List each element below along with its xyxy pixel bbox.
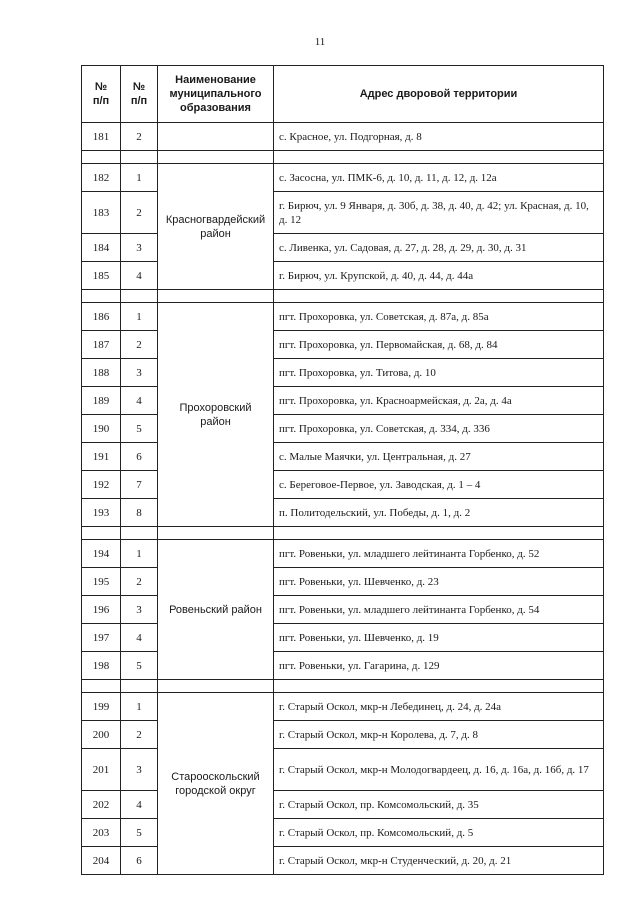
row-sub-number: 2 <box>121 568 158 596</box>
header-municipality: Наименование муниципального образования <box>158 66 274 123</box>
row-sub-number: 5 <box>121 819 158 847</box>
row-sub-number: 2 <box>121 123 158 151</box>
row-number: 184 <box>82 234 121 262</box>
address-cell: г. Старый Оскол, мкр-н Лебединец, д. 24, д. 24а <box>274 693 604 721</box>
header-sub <box>121 66 158 123</box>
row-sub-number: 3 <box>121 359 158 387</box>
municipality-cell: Старооскольский городской округ <box>158 693 274 875</box>
table-row <box>82 164 604 192</box>
row-sub-number: 1 <box>121 540 158 568</box>
address-cell: г. Бирюч, ул. Крупской, д. 40, д. 44, д. 44а <box>274 262 604 290</box>
address-cell: г. Старый Оскол, мкр-н Молодогвардеец, д. 16, д. 16а, д. 16б, д. 17 <box>274 749 604 791</box>
table-row <box>82 123 604 151</box>
address-cell: г. Бирюч, ул. 9 Января, д. 30б, д. 38, д. 40, д. 42; ул. Красная, д. 10, д. 12 <box>274 192 604 234</box>
row-sub-number: 4 <box>121 387 158 415</box>
row-number: 194 <box>82 540 121 568</box>
row-sub-number: 5 <box>121 652 158 680</box>
address-cell: пгт. Прохоровка, ул. Советская, д. 87а, д. 85а <box>274 303 604 331</box>
table-body <box>82 123 604 875</box>
page-number: 11 <box>314 36 326 48</box>
address-cell: с. Береговое-Первое, ул. Заводская, д. 1 – 4 <box>274 471 604 499</box>
row-number: 202 <box>82 791 121 819</box>
row-number: 201 <box>82 749 121 791</box>
row-sub-number: 7 <box>121 471 158 499</box>
row-sub-number: 6 <box>121 443 158 471</box>
group-separator <box>82 527 604 540</box>
row-number: 193 <box>82 499 121 527</box>
table-row <box>82 303 604 331</box>
municipality-cell: Красногвардейский район <box>158 164 274 290</box>
address-cell: пгт. Прохоровка, ул. Советская, д. 334, д. 336 <box>274 415 604 443</box>
address-cell: г. Старый Оскол, мкр-н Королева, д. 7, д. 8 <box>274 721 604 749</box>
row-number: 189 <box>82 387 121 415</box>
address-cell: г. Старый Оскол, мкр-н Студенческий, д. 20, д. 21 <box>274 847 604 875</box>
row-sub-number: 2 <box>121 721 158 749</box>
row-sub-number: 8 <box>121 499 158 527</box>
municipality-cell: Ровеньский район <box>158 540 274 680</box>
table-header-row <box>82 66 604 123</box>
row-sub-number: 1 <box>121 303 158 331</box>
address-cell: пгт. Ровеньки, ул. Гагарина, д. 129 <box>274 652 604 680</box>
address-cell: пгт. Прохоровка, ул. Красноармейская, д. 2а, д. 4а <box>274 387 604 415</box>
address-cell: пгт. Ровеньки, ул. Шевченко, д. 23 <box>274 568 604 596</box>
group-separator <box>82 680 604 693</box>
row-number: 196 <box>82 596 121 624</box>
row-number: 191 <box>82 443 121 471</box>
address-cell: пгт. Ровеньки, ул. младшего лейтинанта Горбенко, д. 54 <box>274 596 604 624</box>
row-sub-number: 6 <box>121 847 158 875</box>
row-sub-number: 3 <box>121 234 158 262</box>
group-separator <box>82 151 604 164</box>
row-sub-number: 4 <box>121 624 158 652</box>
row-number: 195 <box>82 568 121 596</box>
group-separator <box>82 290 604 303</box>
address-cell: г. Старый Оскол, пр. Комсомольский, д. 5 <box>274 819 604 847</box>
address-cell: г. Старый Оскол, пр. Комсомольский, д. 35 <box>274 791 604 819</box>
address-cell: с. Малые Маячки, ул. Центральная, д. 27 <box>274 443 604 471</box>
row-number: 181 <box>82 123 121 151</box>
row-sub-number: 2 <box>121 192 158 234</box>
row-sub-number: 4 <box>121 262 158 290</box>
address-cell: пгт. Прохоровка, ул. Первомайская, д. 68, д. 84 <box>274 331 604 359</box>
row-number: 187 <box>82 331 121 359</box>
address-cell: с. Засосна, ул. ПМК-6, д. 10, д. 11, д. 12, д. 12а <box>274 164 604 192</box>
row-sub-number: 3 <box>121 596 158 624</box>
header-address: Адрес дворовой территории <box>274 66 604 123</box>
row-number: 197 <box>82 624 121 652</box>
municipality-cell: Прохоровский район <box>158 303 274 527</box>
row-sub-number: 2 <box>121 331 158 359</box>
row-number: 190 <box>82 415 121 443</box>
header-sub-label: № п/п <box>130 81 148 107</box>
address-cell: пгт. Прохоровка, ул. Титова, д. 10 <box>274 359 604 387</box>
address-cell: пгт. Ровеньки, ул. Шевченко, д. 19 <box>274 624 604 652</box>
address-cell: с. Ливенка, ул. Садовая, д. 27, д. 28, д. 29, д. 30, д. 31 <box>274 234 604 262</box>
row-sub-number: 4 <box>121 791 158 819</box>
yard-territory-table <box>81 65 604 875</box>
address-cell: с. Красное, ул. Подгорная, д. 8 <box>274 123 604 151</box>
row-number: 192 <box>82 471 121 499</box>
row-number: 186 <box>82 303 121 331</box>
row-sub-number: 1 <box>121 693 158 721</box>
row-number: 183 <box>82 192 121 234</box>
row-sub-number: 5 <box>121 415 158 443</box>
header-num <box>82 66 121 123</box>
row-number: 204 <box>82 847 121 875</box>
row-number: 185 <box>82 262 121 290</box>
address-cell: пгт. Ровеньки, ул. младшего лейтинанта Горбенко, д. 52 <box>274 540 604 568</box>
row-number: 200 <box>82 721 121 749</box>
row-sub-number: 1 <box>121 164 158 192</box>
municipality-cell <box>158 123 274 151</box>
table-row <box>82 540 604 568</box>
row-number: 198 <box>82 652 121 680</box>
header-num-label: № п/п <box>92 81 110 107</box>
row-number: 188 <box>82 359 121 387</box>
row-sub-number: 3 <box>121 749 158 791</box>
row-number: 203 <box>82 819 121 847</box>
table-row <box>82 693 604 721</box>
address-cell: п. Политодельский, ул. Победы, д. 1, д. 2 <box>274 499 604 527</box>
row-number: 199 <box>82 693 121 721</box>
row-number: 182 <box>82 164 121 192</box>
